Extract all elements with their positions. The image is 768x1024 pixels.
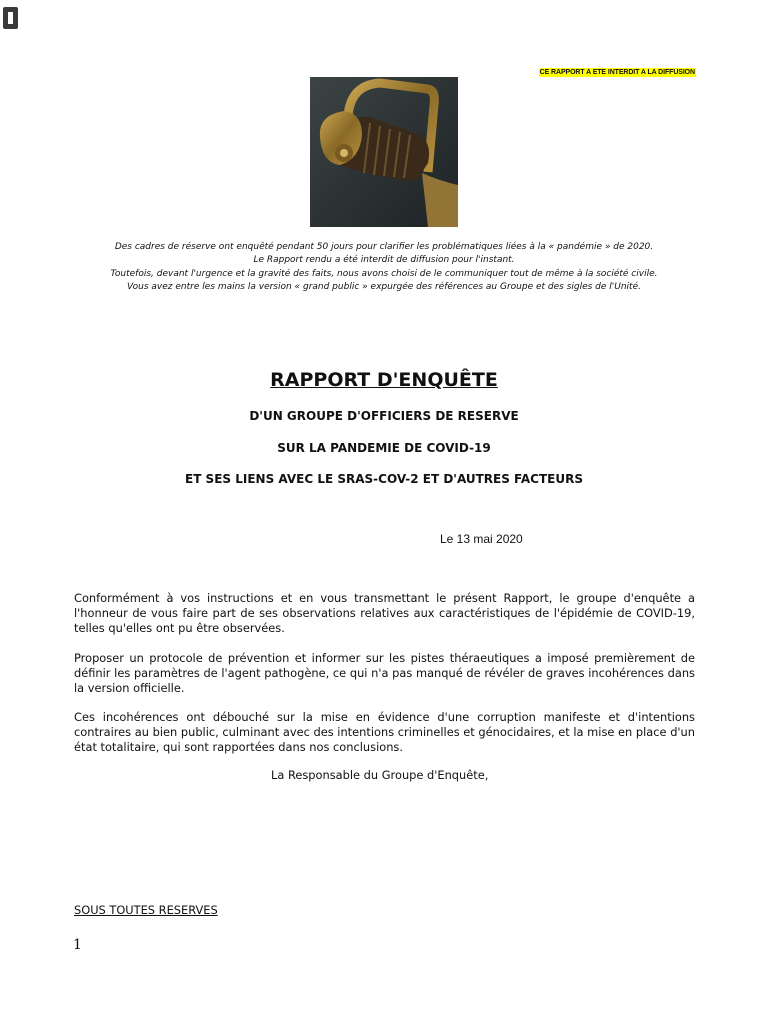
page-number: 1 — [73, 937, 82, 953]
sword-hilt-image — [310, 77, 458, 227]
intro-line: Des cadres de réserve ont enquêté pendant 50 jours pour clarifier les problématiques liées à la « pandémie » de 2020. — [114, 242, 654, 252]
body-paragraph: Conformément à vos instructions et en vous transmettant le présent Rapport, le groupe d'enquête a l'honneur de vous faire part de ses observations relatives aux caractéristiques de l'épidémie de COVID-19, telles qu'elles ont pu être observées. — [74, 591, 695, 635]
intro-line: Toutefois, devant l'urgence et la gravité des faits, nous avons choisi de le communiquer tout de même à la société civile. — [110, 268, 658, 279]
report-subtitle: D'UN GROUPE D'OFFICIERS DE RESERVE — [249, 409, 519, 423]
body-paragraph: Ces incohérences ont débouché sur la mise en évidence d'une corruption manifeste et d'intentions contraires au bien public, culminant avec des intentions criminelles et génocidaires, et la mise en place d'un état totalitaire, qui sont rapportées dans nos conclusions. — [74, 710, 695, 754]
sword-hilt-photo — [310, 77, 458, 227]
footer-note: SOUS TOUTES RESERVES — [74, 903, 218, 917]
report-title: RAPPORT D'ENQUÊTE — [270, 369, 498, 391]
signature-line: La Responsable du Groupe d'Enquête, — [271, 768, 489, 782]
distribution-banner: CE RAPPORT A ETE INTERDIT A LA DIFFUSION — [539, 69, 695, 76]
page-marker-icon — [3, 7, 18, 29]
report-subtitle: ET SES LIENS AVEC LE SRAS-COV-2 ET D'AUTRES FACTEURS — [185, 472, 583, 486]
report-date: Le 13 mai 2020 — [440, 532, 523, 546]
report-subtitle: SUR LA PANDEMIE DE COVID-19 — [277, 441, 491, 455]
body-paragraph: Proposer un protocole de prévention et informer sur les pistes théraeutiques a imposé premièrement de définir les paramètres de l'agent pathogène, ce qui n'a pas manqué de révéler de graves incohérences dans la version officielle. — [74, 651, 695, 695]
intro-line: Vous avez entre les mains la version « grand public » expurgée des références au Groupe et des sigles de l'Unité. — [127, 282, 641, 293]
intro-line: Le Rapport rendu a été interdit de diffusion pour l'instant. — [253, 255, 515, 266]
intro-note — [60, 241, 708, 295]
